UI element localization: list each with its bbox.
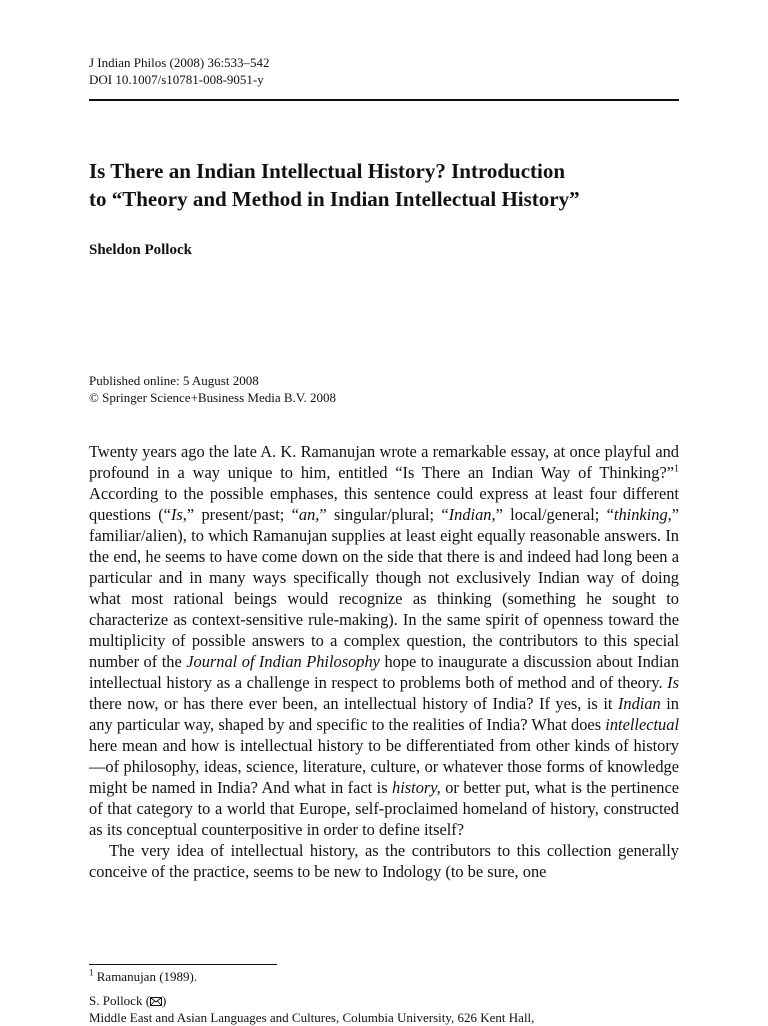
body-paragraph-1: Twenty years ago the late A. K. Ramanujan wrote a remarkable essay, at once playful and profound in a way unique to him, entitled “Is There an Indian Way of Thinking?”$^1$ According to the possible emphases, this sentence could express at least four different questions (“Is,” present/past; “an,” singular/plural; “Indian,” local/general; “thinking,” familiar/alien), to which Ramanujan supplies at least eight equally reasonable answers. In the end, he seems to have come down on the side that there is and indeed had long been a particular and in many ways specifically though not exclusively Indian way of doing what most rational beings would recognize as thinking (something he sought to characterize as context-sensitive rule-making). In the same spirit of openness toward the multiplicity of possible answers to a complex question, the contributors to this special number of the Journal of Indian Philosophy hope to inaugurate a discussion about Indian intellectual history as a challenge in respect to problems both of method and of theory. Is there now, or has there ever been, an intellectual history of India? If yes, is it Indian in any particular way, shaped by and specific to the realities of India? What does intellectual here mean and how is intellectual history to be differentiated from other kinds of history—of philosophy, ideas, science, literature, culture, or whatever those forms of knowledge might be named in India? And what in fact is history, or better put, what is the pertinence of that category to a world that Europe, self-proclaimed homeland of history, constructed as its conceptual counterpositive in order to define itself? — [89, 442, 680, 839]
journal-header — [89, 54, 270, 88]
doi-link[interactable]: DOI 10.1007/s10781-008-9051-y — [89, 72, 264, 87]
article-title-line-2: to “Theory and Method in Indian Intellectual History” — [89, 187, 580, 211]
author-contact: S. Pollock ( ) — [89, 993, 167, 1008]
publication-info — [89, 372, 336, 406]
article-body — [89, 441, 679, 882]
article-title-line-1: Is There an Indian Intellectual History? Introduction — [89, 159, 566, 183]
envelope-icon[interactable] — [150, 997, 162, 1006]
footnote-number: 1 — [89, 967, 94, 978]
footnote-ref-1[interactable]: 1 — [674, 463, 679, 475]
footnote-text: Ramanujan (1989). — [96, 969, 198, 984]
published-online-date: Published online: 5 August 2008 — [89, 373, 259, 388]
footnote-1 — [89, 968, 197, 985]
footnote-divider — [89, 964, 277, 965]
journal-citation: J Indian Philos (2008) 36:533–542 — [89, 55, 270, 70]
body-paragraph-2: The very idea of intellectual history, as the contributors to this collection generally conceive of the practice, seems to be new to Indology (to be sure, one — [89, 841, 679, 881]
author-name: Sheldon Pollock — [89, 242, 192, 258]
article-title — [89, 157, 679, 213]
author-affiliation — [89, 992, 534, 1026]
affiliation-address: Middle East and Asian Languages and Cultures, Columbia University, 626 Kent Hall, — [89, 1010, 535, 1025]
copyright-notice: © Springer Science+Business Media B.V. 2008 — [89, 390, 336, 405]
header-divider — [89, 99, 679, 101]
